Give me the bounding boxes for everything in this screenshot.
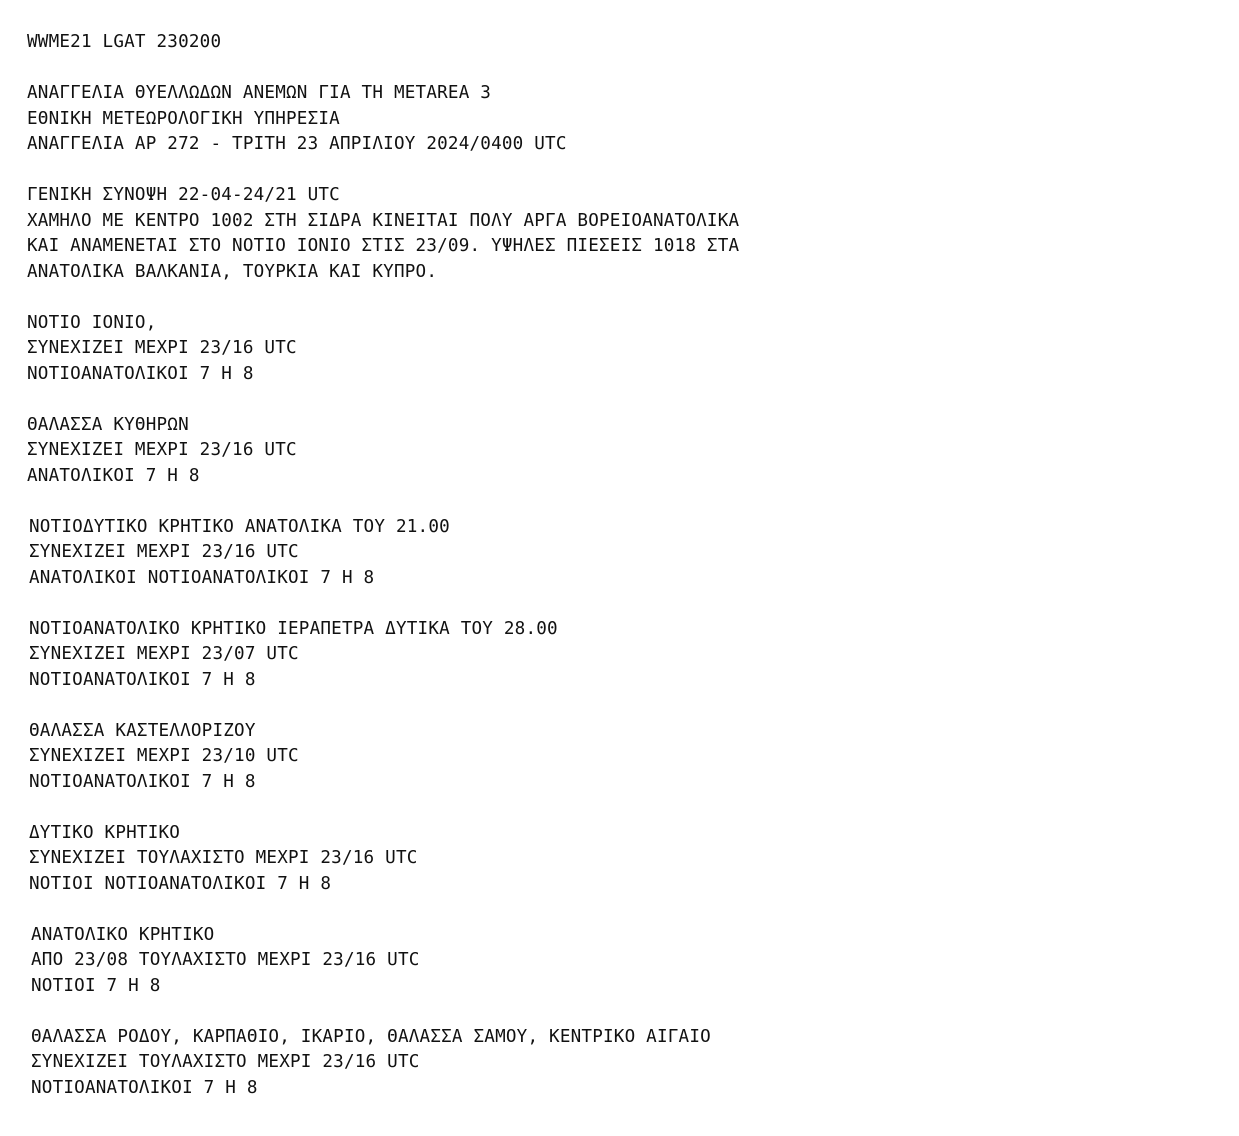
area-wind: ΝΟΤΙΟΙ 7 Η 8 <box>31 975 161 996</box>
area-validity: ΣΥΝΕΧΙΖΕΙ ΜΕΧΡΙ 23/16 UTC <box>27 338 297 358</box>
area-validity: ΣΥΝΕΧΙΖΕΙ ΜΕΧΡΙ 23/10 UTC <box>29 746 299 766</box>
area-validity: ΣΥΝΕΧΙΖΕΙ ΜΕΧΡΙ 23/07 UTC <box>29 644 299 664</box>
area-block <box>27 311 1207 388</box>
area-block <box>27 413 1207 490</box>
warning-title: ΑΝΑΓΓΕΛΙΑ ΘΥΕΛΛΩΔΩΝ ΑΝΕΜΩΝ ΓΙΑ ΤΗ METAREA 3 <box>27 83 492 103</box>
area-wind: ΑΝΑΤΟΛΙΚΟΙ ΝΟΤΙΟΑΝΑΤΟΛΙΚΟΙ 7 Η 8 <box>29 567 375 588</box>
area-name: ΑΝΑΤΟΛΙΚΟ ΚΡΗΤΙΚΟ <box>31 924 215 945</box>
area-wind: ΝΟΤΙΟΙ ΝΟΤΙΟΑΝΑΤΟΛΙΚΟΙ 7 Η 8 <box>29 873 332 894</box>
spacer <box>27 897 1207 923</box>
area-block <box>27 821 1207 898</box>
spacer <box>27 387 1207 413</box>
spacer <box>27 693 1207 719</box>
synopsis-heading: ΓΕΝΙΚΗ ΣΥΝΟΨΗ 22-04-24/21 UTC <box>27 185 340 205</box>
synopsis-text-line: ΚΑΙ ΑΝΑΜΕΝΕΤΑΙ ΣΤΟ ΝΟΤΙΟ ΙΟΝΙΟ ΣΤΙΣ 23/09. ΥΨΗΛΕΣ ΠΙΕΣΕΙΣ 1018 ΣΤΑ <box>27 236 740 256</box>
area-wind: ΝΟΤΙΟΑΝΑΤΟΛΙΚΟΙ 7 Η 8 <box>29 771 256 792</box>
area-wind: ΝΟΤΙΟΑΝΑΤΟΛΙΚΟΙ 7 Η 8 <box>31 1077 258 1098</box>
spacer <box>27 999 1207 1025</box>
area-validity: ΣΥΝΕΧΙΖΕΙ ΜΕΧΡΙ 23/16 UTC <box>27 440 297 460</box>
gale-warning-document <box>27 30 1207 1101</box>
issuing-service: ΕΘΝΙΚΗ ΜΕΤΕΩΡΟΛΟΓΙΚΗ ΥΠΗΡΕΣΙΑ <box>27 108 340 129</box>
area-wind: ΝΟΤΙΟΑΝΑΤΟΛΙΚΟΙ 7 Η 8 <box>27 363 254 384</box>
area-name: ΘΑΛΑΣΣΑ ΚΑΣΤΕΛΛΟΡΙΖΟΥ <box>29 720 256 741</box>
spacer <box>27 56 1207 82</box>
area-wind: ΝΟΤΙΟΑΝΑΤΟΛΙΚΟΙ 7 Η 8 <box>29 669 256 690</box>
spacer <box>27 795 1207 821</box>
synopsis-text-line: ΧΑΜΗΛΟ ΜΕ ΚΕΝΤΡΟ 1002 ΣΤΗ ΣΙΔΡΑ ΚΙΝΕΙΤΑΙ ΠΟΛΥ ΑΡΓΑ ΒΟΡΕΙΟΑΝΑΤΟΛΙΚΑ <box>27 210 740 231</box>
area-name: ΘΑΛΑΣΣΑ ΡΟΔΟΥ, ΚΑΡΠΑΘΙΟ, ΙΚΑΡΙΟ, ΘΑΛΑΣΣΑ ΣΑΜΟΥ, ΚΕΝΤΡΙΚΟ ΑΙΓΑΙΟ <box>31 1026 711 1047</box>
area-validity: ΣΥΝΕΧΙΖΕΙ ΜΕΧΡΙ 23/16 UTC <box>29 542 299 562</box>
area-validity: ΣΥΝΕΧΙΖΕΙ ΤΟΥΛΑΧΙΣΤΟ ΜΕΧΡΙ 23/16 UTC <box>29 848 418 868</box>
area-block <box>27 617 1207 694</box>
area-block <box>27 719 1207 796</box>
area-wind: ΑΝΑΤΟΛΙΚΟΙ 7 Η 8 <box>27 465 200 486</box>
area-block <box>27 923 1207 1000</box>
spacer <box>27 591 1207 617</box>
area-name: ΔΥΤΙΚΟ ΚΡΗΤΙΚΟ <box>29 822 181 843</box>
area-validity: ΣΥΝΕΧΙΖΕΙ ΤΟΥΛΑΧΙΣΤΟ ΜΕΧΡΙ 23/16 UTC <box>31 1052 420 1072</box>
spacer <box>27 489 1207 515</box>
synopsis-text-line: ΑΝΑΤΟΛΙΚΑ ΒΑΛΚΑΝΙΑ, ΤΟΥΡΚΙΑ ΚΑΙ ΚΥΠΡΟ. <box>27 261 438 282</box>
general-synopsis <box>27 183 1207 285</box>
title-block <box>27 81 1207 158</box>
spacer <box>27 285 1207 311</box>
area-name: ΝΟΤΙΟΔΥΤΙΚΟ ΚΡΗΤΙΚΟ ΑΝΑΤΟΛΙΚΑ ΤΟΥ 21.00 <box>29 516 450 537</box>
area-name: ΘΑΛΑΣΣΑ ΚΥΘΗΡΩΝ <box>27 414 189 435</box>
area-validity: ΑΠΟ 23/08 ΤΟΥΛΑΧΙΣΤΟ ΜΕΧΡΙ 23/16 UTC <box>31 950 420 970</box>
spacer <box>27 158 1207 184</box>
bulletin-header-code: WWME21 LGAT 230200 <box>27 32 222 52</box>
area-block <box>27 1025 1207 1102</box>
area-name: ΝΟΤΙΟΑΝΑΤΟΛΙΚΟ ΚΡΗΤΙΚΟ ΙΕΡΑΠΕΤΡΑ ΔΥΤΙΚΑ ΤΟΥ 28.00 <box>29 618 558 639</box>
warning-number-date: ΑΝΑΓΓΕΛΙΑ ΑΡ 272 - ΤΡΙΤΗ 23 ΑΠΡΙΛΙΟΥ 2024/0400 UTC <box>27 134 567 154</box>
area-name: ΝΟΤΙΟ ΙΟΝΙΟ, <box>27 312 157 333</box>
area-block <box>27 515 1207 592</box>
